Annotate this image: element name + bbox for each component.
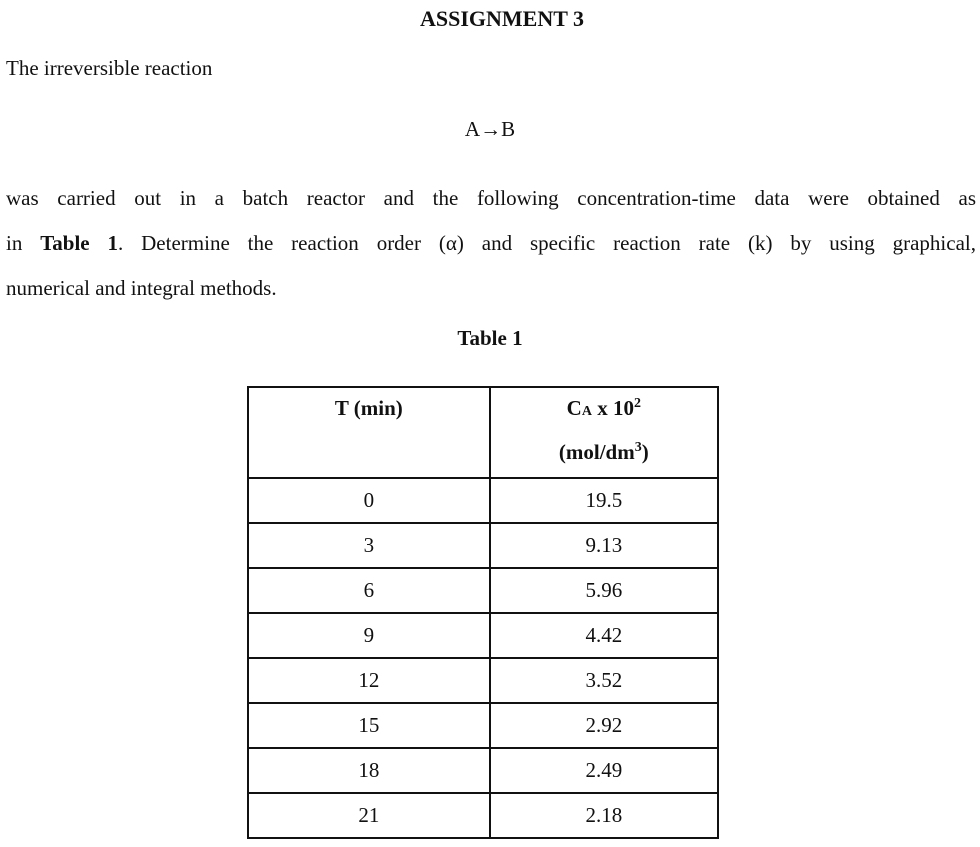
time-cell: 15 (248, 703, 490, 748)
concentration-cell: 2.92 (490, 703, 718, 748)
table-row (248, 658, 718, 703)
header-unit-post: ) (641, 440, 649, 464)
table-body (248, 478, 718, 838)
concentration-cell: 9.13 (490, 523, 718, 568)
table-row (248, 613, 718, 658)
header-c-subscript: A (581, 404, 592, 419)
table-row (248, 748, 718, 793)
statement-line-2 (6, 221, 976, 266)
time-cell: 0 (248, 478, 490, 523)
table-row (248, 478, 718, 523)
statement-line-1: was carried out in a batch reactor and the following concentration-time data were obtained as (6, 186, 976, 210)
table-reference: Table 1 (40, 231, 119, 255)
header-concentration (490, 387, 718, 478)
time-cell: 18 (248, 748, 490, 793)
table-row (248, 793, 718, 838)
time-cell: 6 (248, 568, 490, 613)
header-unit-pre: (mol/dm (558, 440, 635, 464)
header-time-label: T (min) (334, 396, 403, 420)
concentration-cell: 2.49 (490, 748, 718, 793)
concentration-cell: 4.42 (490, 613, 718, 658)
header-concentration-line-1 (491, 388, 717, 432)
intro-text: The irreversible reaction (6, 56, 213, 80)
concentration-cell: 2.18 (490, 793, 718, 838)
table-row (248, 523, 718, 568)
table-header-row (248, 387, 718, 478)
time-cell: 3 (248, 523, 490, 568)
header-multiplier: x 10 (591, 396, 634, 420)
statement-line-3: numerical and integral methods. (6, 276, 277, 300)
reaction-equation: A→B (464, 117, 516, 141)
assignment-title: ASSIGNMENT 3 (419, 6, 585, 31)
concentration-cell: 5.96 (490, 568, 718, 613)
header-concentration-line-2 (491, 432, 717, 472)
table-caption: Table 1 (457, 326, 523, 350)
concentration-time-table (247, 386, 719, 839)
time-cell: 9 (248, 613, 490, 658)
header-exponent: 2 (633, 396, 641, 411)
header-time (248, 387, 490, 478)
table-row (248, 568, 718, 613)
statement-line-2-pre: in (6, 231, 41, 255)
concentration-cell: 19.5 (490, 478, 718, 523)
time-cell: 21 (248, 793, 490, 838)
time-cell: 12 (248, 658, 490, 703)
problem-statement (6, 176, 976, 311)
statement-line-2-post: . Determine the reaction order (α) and specific reaction rate (k) by using graphical, (118, 231, 976, 255)
concentration-cell: 3.52 (490, 658, 718, 703)
table-row (248, 703, 718, 748)
header-unit-exponent: 3 (634, 440, 642, 455)
header-c-symbol: C (566, 396, 582, 420)
